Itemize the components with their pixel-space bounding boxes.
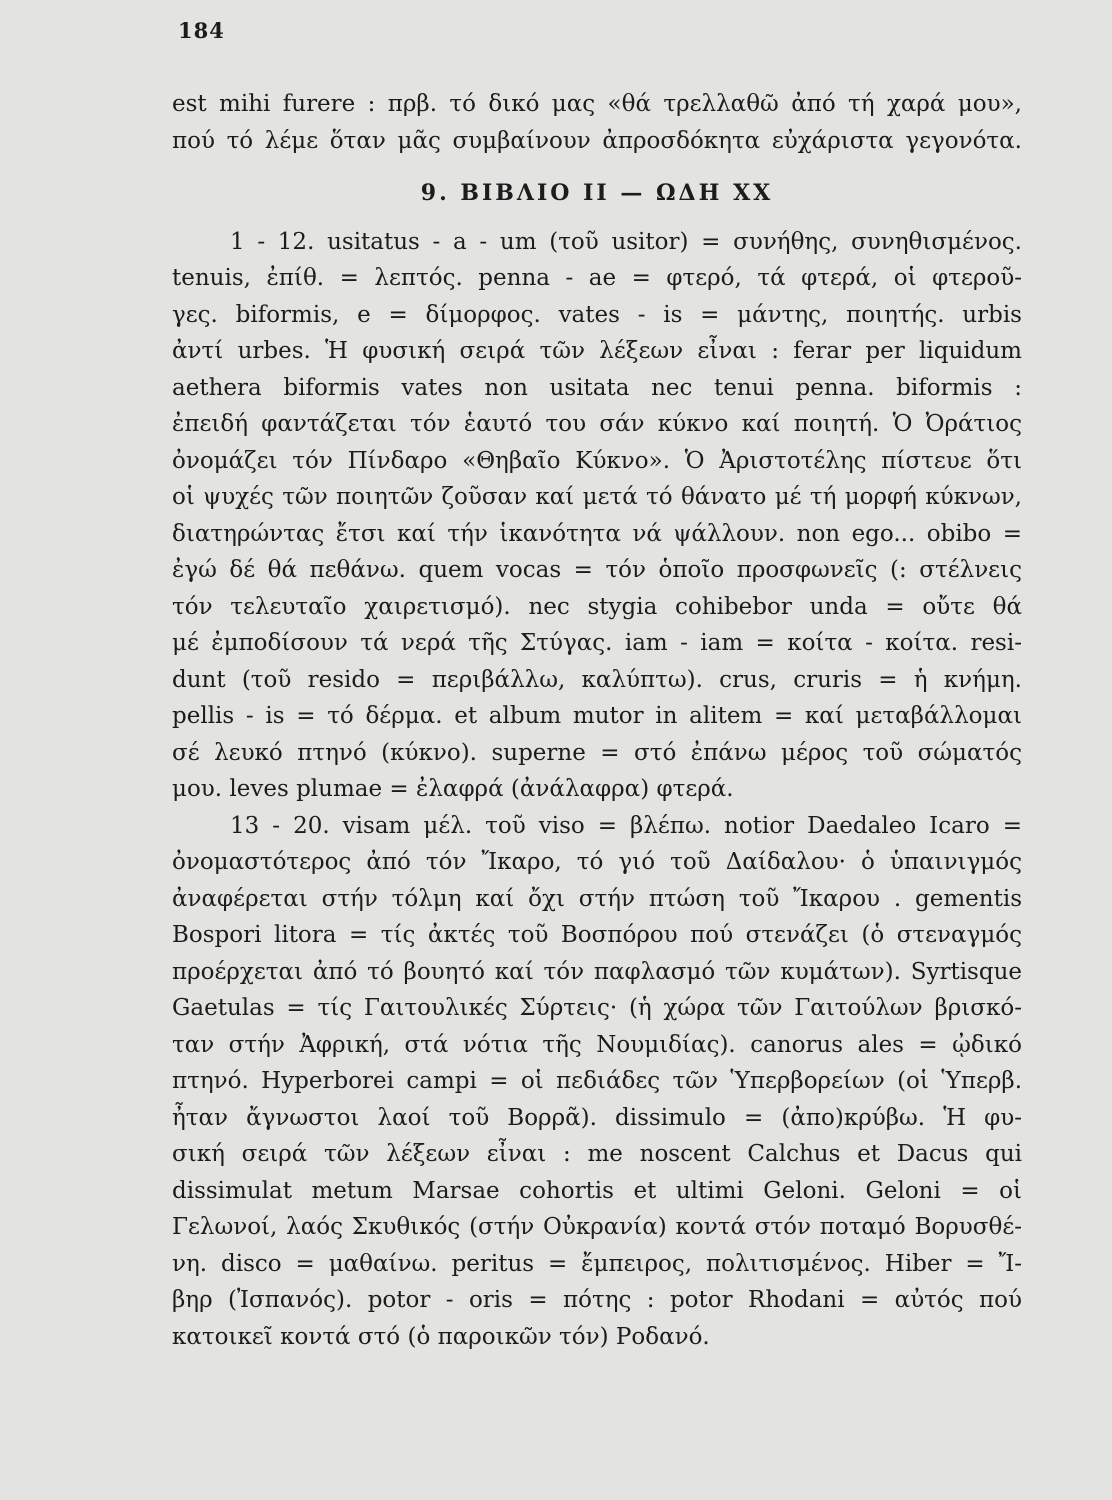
text-line: ὀνομαστότερος ἀπό τόν Ἴκαρο, τό γιό τοῦ Δαίδαλου· ὁ ὑπαινιγμός xyxy=(172,849,1022,875)
page-number: 184 xyxy=(178,18,225,43)
text-line: dissimulat metum Marsae cohortis et ultimi Geloni. Geloni = οἱ xyxy=(172,1177,1022,1204)
text-line: διατηρώντας ἔτσι καί τήν ἱκανότητα νά ψάλλουν. non ego... obibo = xyxy=(172,520,1022,547)
text-line: 13 - 20. visam μέλ. τοῦ viso = βλέπω. notior Daedaleo Icaro = xyxy=(230,812,1022,839)
text-line: οἱ ψυχές τῶν ποιητῶν ζοῦσαν καί μετά τό θάνατο μέ τή μορφή κύκνων, xyxy=(172,484,1022,510)
text-line: βηρ (Ἰσπανός). potor - oris = πότης : potor Rhodani = αὐτός πού xyxy=(172,1287,1022,1313)
text-line: γες. biformis, e = δίμορφος. vates - is = μάντης, ποιητής. urbis xyxy=(172,301,1022,328)
text-line: ἐγώ δέ θά πεθάνω. quem vocas = τόν ὁποῖο προσφωνεῖς (: στέλνεις xyxy=(172,557,1022,583)
text-line: πού τό λέμε ὅταν μᾶς συμβαίνουν ἀπροσδόκητα εὐχάριστα γεγονότα. xyxy=(172,127,1022,154)
text-line: aethera biformis vates non usitata nec tenui penna. biformis : xyxy=(172,374,1022,401)
text-line: μέ ἐμποδίσουν τά νερά τῆς Στύγας. iam - iam = κοίτα - κοίτα. resi- xyxy=(172,630,1022,656)
text-line: σική σειρά τῶν λέξεων εἶναι : me noscent Calchus et Dacus qui xyxy=(172,1141,1022,1167)
text-line: tenuis, ἐπίθ. = λεπτός. penna - ae = φτερό, τά φτερά, οἱ φτεροῦ- xyxy=(172,265,1022,291)
text-line: προέρχεται ἀπό τό βουητό καί τόν παφλασμό τῶν κυμάτων). Syrtisque xyxy=(172,958,1022,985)
text-line: dunt (τοῦ resido = περιβάλλω, καλύπτω). crus, cruris = ἡ κνήμη. xyxy=(172,666,1022,693)
text-line: 1 - 12. usitatus - a - um (τοῦ usitor) = συνήθης, συνηθισμένος. xyxy=(230,228,1022,255)
text-line: πτηνό. Hyperborei campi = οἱ πεδιάδες τῶν Ὑπερβορείων (οἱ Ὑπερβ. xyxy=(172,1068,1022,1094)
commentary-text xyxy=(172,86,1022,1355)
text-line: νη. disco = μαθαίνω. peritus = ἔμπειρος, πολιτισμένος. Hiber = Ἴ- xyxy=(172,1250,1022,1277)
text-line: ἀναφέρεται στήν τόλμη καί ὄχι στήν πτώση τοῦ Ἴκαρου . gementis xyxy=(172,885,1022,912)
text-line: Γελωνοί, λαός Σκυθικός (στήν Οὐκρανία) κοντά στόν ποταμό Βορυσθέ- xyxy=(172,1214,1022,1240)
text-line: σέ λευκό πτηνό (κύκνο). superne = στό ἐπάνω μέρος τοῦ σώματός xyxy=(172,739,1022,766)
text-line: Gaetulas = τίς Γαιτουλικές Σύρτεις· (ἡ χώρα τῶν Γαιτούλων βρισκό- xyxy=(172,995,1022,1021)
text-line: τόν τελευταῖο χαιρετισμό). nec stygia cohibebor unda = οὔτε θά xyxy=(172,593,1022,620)
text-line: κατοικεῖ κοντά στό (ὁ παροικῶν τόν) Ροδανό. xyxy=(172,1323,710,1350)
text-line: ταν στήν Ἀφρική, στά νότια τῆς Νουμιδίας). canorus ales = ᾠδικό xyxy=(172,1031,1022,1058)
text-line: est mihi furere : πρβ. τό δικό μας «θά τρελλαθῶ ἀπό τή χαρά μου», xyxy=(172,91,1022,117)
text-line: pellis - is = τό δέρμα. et album mutor in alitem = καί μεταβάλλομαι xyxy=(172,703,1022,729)
text-line: ἐπειδή φαντάζεται τόν ἑαυτό του σάν κύκνο καί ποιητή. Ὁ Ὀράτιος xyxy=(172,411,1022,437)
text-line: ἦταν ἄγνωστοι λαοί τοῦ Βορρᾶ). dissimulo = (ἀπο)κρύβω. Ἡ φυ- xyxy=(172,1104,1022,1131)
section-heading: 9. ΒΙΒΛΙΟ ΙΙ — ΩΔΗ ΧΧ xyxy=(420,180,774,206)
text-line: ὀνομάζει τόν Πίνδαρο «Θηβαῖο Κύκνο». Ὁ Ἀριστοτέλης πίστευε ὅτι xyxy=(172,447,1022,474)
text-line: Bospori litora = τίς ἀκτές τοῦ Βοσπόρου πού στενάζει (ὁ στεναγμός xyxy=(172,922,1022,948)
text-line: μου. leves plumae = ἐλαφρά (ἀνάλαφρα) φτερά. xyxy=(172,776,734,802)
text-line: ἀντί urbes. Ἡ φυσική σειρά τῶν λέξεων εἶναι : ferar per liquidum xyxy=(172,338,1022,364)
